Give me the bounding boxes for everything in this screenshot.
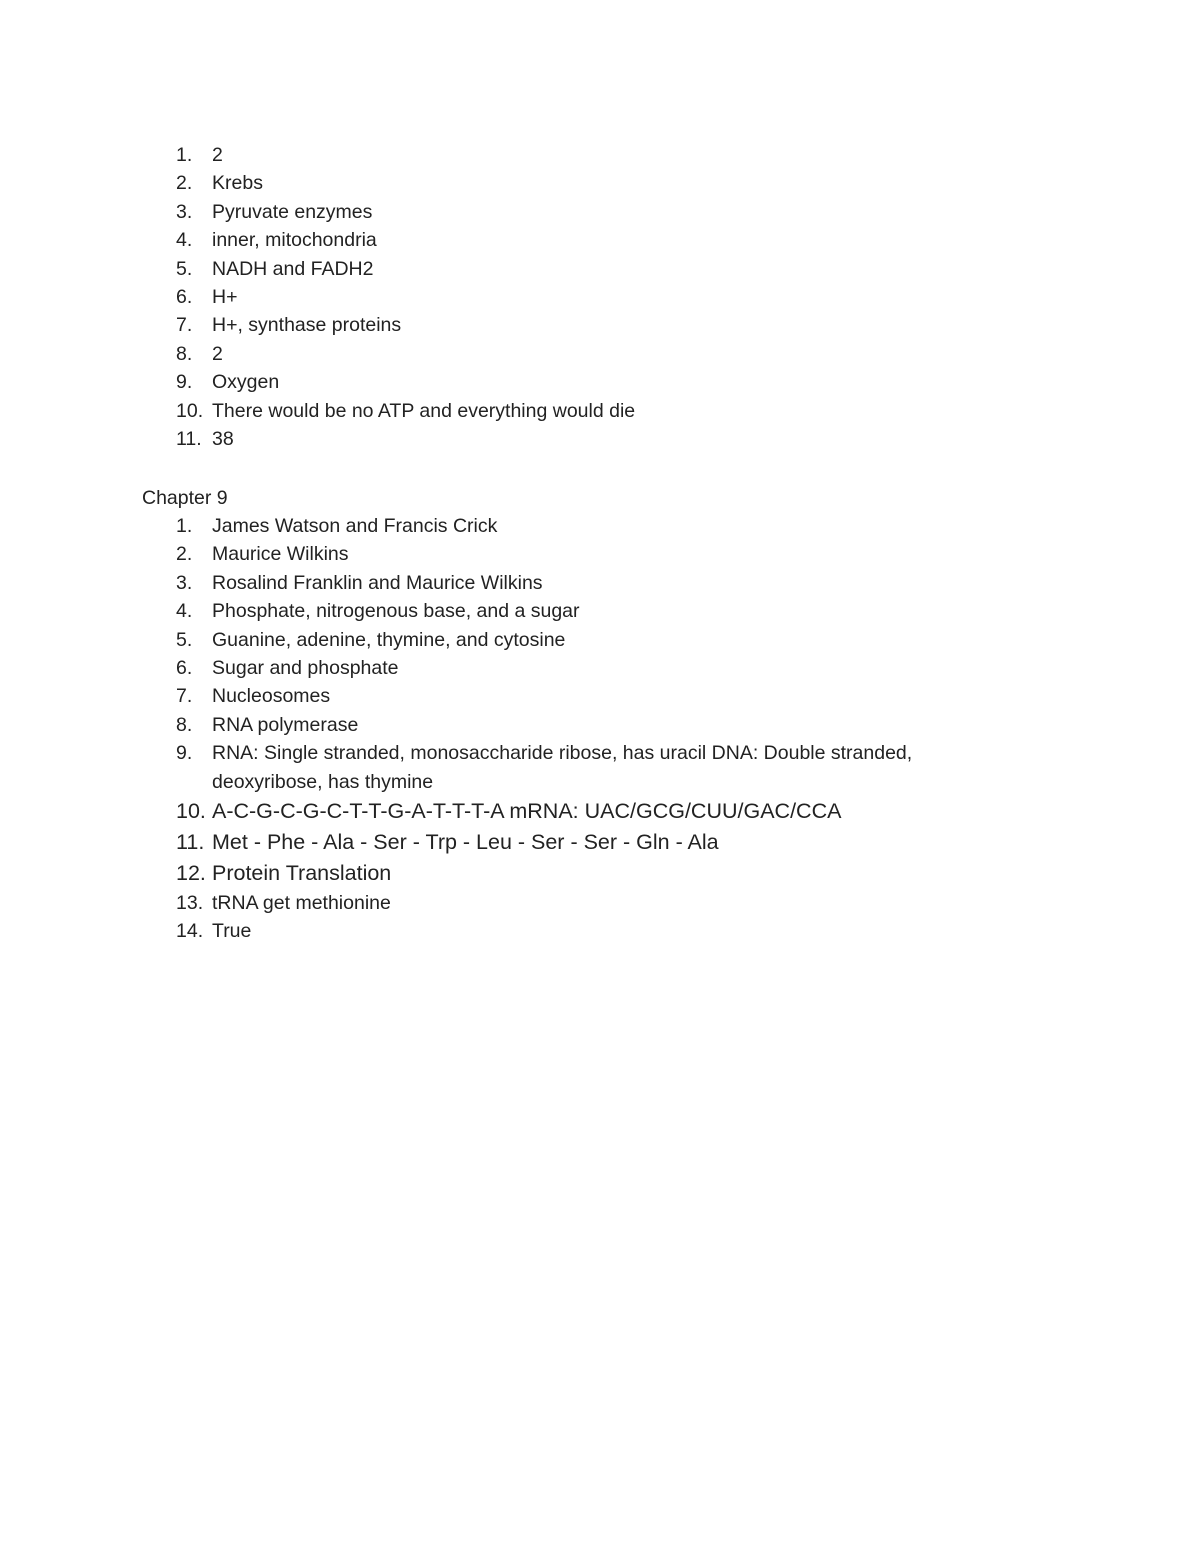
list-item <box>0 425 1012 453</box>
item-number: 9. <box>176 742 193 765</box>
list-item <box>0 827 1012 858</box>
list-item <box>0 739 1012 796</box>
item-text: NADH and FADH2 <box>212 257 374 280</box>
item-number: 5. <box>176 257 193 280</box>
item-text: 2 <box>212 144 223 166</box>
list-item <box>0 368 1012 396</box>
item-number: 4. <box>176 600 193 623</box>
item-text: Rosalind Franklin and Maurice Wilkins <box>212 571 543 594</box>
item-text: Sugar and phosphate <box>212 657 399 680</box>
list-item <box>0 711 1012 739</box>
list-item <box>0 512 1012 540</box>
item-number: 6. <box>176 286 193 309</box>
list-item <box>0 169 1012 197</box>
item-number: 4. <box>176 229 193 252</box>
item-number: 2. <box>176 172 193 195</box>
item-number: 14. <box>176 920 204 943</box>
item-number: 13. <box>176 892 204 915</box>
item-text: RNA polymerase <box>212 713 359 736</box>
list-item <box>0 540 1012 568</box>
chapter-heading: Chapter 9 <box>142 487 228 509</box>
item-number: 11. <box>176 830 205 855</box>
item-text: H+ <box>212 286 238 309</box>
list-item <box>0 889 1012 917</box>
list-item <box>0 311 1012 339</box>
item-number: 7. <box>176 685 193 708</box>
item-number: 3. <box>176 200 193 223</box>
item-text: True <box>212 920 252 943</box>
item-number: 9. <box>176 371 193 394</box>
item-text: Protein Translation <box>212 861 392 886</box>
item-number: 1. <box>176 515 193 537</box>
item-number: 11. <box>176 428 202 451</box>
list-item <box>0 796 1012 827</box>
item-text: James Watson and Francis Crick <box>212 515 498 537</box>
item-text: Pyruvate enzymes <box>212 200 373 223</box>
list-item <box>0 597 1012 625</box>
item-text: inner, mitochondria <box>212 229 377 252</box>
item-text: Nucleosomes <box>212 685 331 708</box>
list-item <box>0 255 1012 283</box>
item-text: Phosphate, nitrogenous base, and a sugar <box>212 600 580 623</box>
item-number: 2. <box>176 543 193 566</box>
list-item <box>0 682 1012 710</box>
item-number: 8. <box>176 713 193 736</box>
item-text: tRNA get methionine <box>212 892 391 915</box>
item-text: Met - Phe - Ala - Ser - Trp - Leu - Ser - Ser - Gln - Ala <box>212 830 719 855</box>
item-text: Oxygen <box>212 371 280 394</box>
item-text: 2 <box>212 342 223 365</box>
answer-list-section-1 <box>0 141 1012 453</box>
item-number: 3. <box>176 571 193 594</box>
item-text: 38 <box>212 428 234 451</box>
item-text: Guanine, adenine, thymine, and cytosine <box>212 628 566 651</box>
item-number: 10. <box>176 799 206 824</box>
item-text: RNA: Single stranded, monosaccharide ribose, has uracil DNA: Double stranded, deoxyribose, has thymine <box>212 742 913 793</box>
item-text: There would be no ATP and everything would die <box>212 399 636 422</box>
list-item <box>0 198 1012 226</box>
item-number: 6. <box>176 657 193 680</box>
list-item <box>0 283 1012 311</box>
list-item <box>0 654 1012 682</box>
item-text: Maurice Wilkins <box>212 543 349 566</box>
item-number: 5. <box>176 628 193 651</box>
list-item <box>0 226 1012 254</box>
list-item <box>0 569 1012 597</box>
item-text: H+, synthase proteins <box>212 314 402 337</box>
list-item <box>0 858 1012 889</box>
list-item <box>0 626 1012 654</box>
item-text: Krebs <box>212 172 263 195</box>
item-text: A-C-G-C-G-C-T-T-G-A-T-T-T-A mRNA: UAC/GCG/CUU/GAC/CCA <box>212 799 842 824</box>
item-number: 7. <box>176 314 193 337</box>
item-number: 10. <box>176 399 204 422</box>
answer-list-chapter-9 <box>0 512 1012 946</box>
list-item <box>0 340 1012 368</box>
list-item <box>0 917 1012 945</box>
list-item <box>0 397 1012 425</box>
item-number: 1. <box>176 144 193 166</box>
list-item <box>0 141 1012 169</box>
item-number: 8. <box>176 342 193 365</box>
item-number: 12. <box>176 861 206 886</box>
